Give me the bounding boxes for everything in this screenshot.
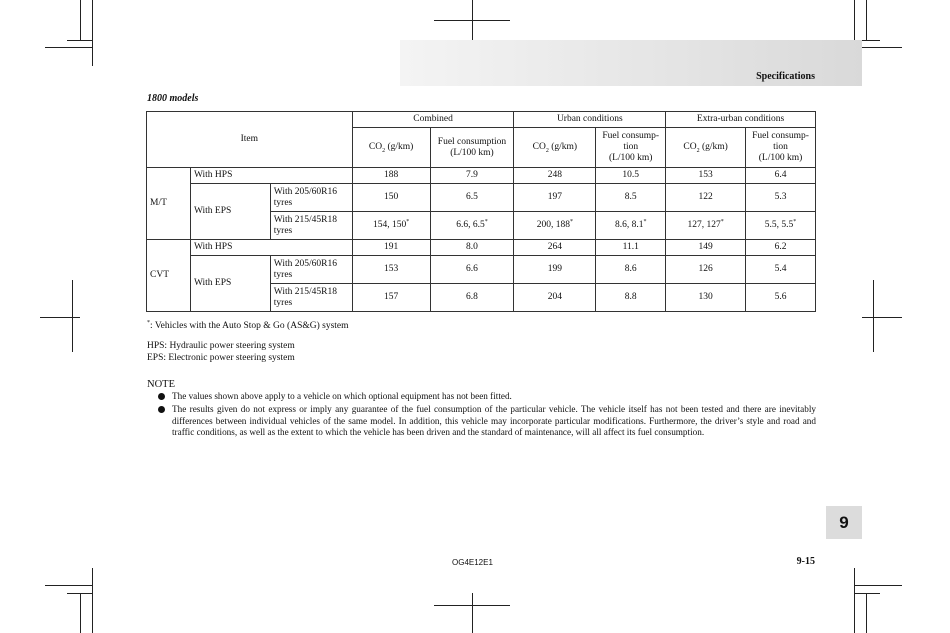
table-cell: 8.0 [430, 240, 514, 256]
table-cell: 127, 127* [666, 212, 746, 240]
group-header-extra-urban: Extra-urban conditions [666, 112, 816, 128]
table-cell: 6.2 [746, 240, 816, 256]
table-row [147, 256, 816, 284]
table-cell: 200, 188* [514, 212, 596, 240]
crop-mark [67, 593, 93, 594]
steering-label: With EPS [190, 256, 270, 312]
table-cell: 126 [666, 256, 746, 284]
table-cell: 10.5 [596, 168, 666, 184]
crop-mark [472, 593, 473, 633]
crop-mark [80, 593, 81, 633]
abbreviation-hps: HPS: Hydraulic power steering system [147, 341, 295, 351]
table-cell: 150 [352, 184, 430, 212]
crop-mark [67, 40, 93, 41]
note-title: NOTE [147, 379, 175, 390]
table-cell: 157 [352, 284, 430, 312]
crop-mark [854, 585, 902, 586]
fuel-header: Fuel consump- tion (L/100 km) [746, 128, 816, 168]
table-cell: 8.6 [596, 256, 666, 284]
table-cell: 197 [514, 184, 596, 212]
table-cell: 153 [666, 168, 746, 184]
table-cell: 5.5, 5.5* [746, 212, 816, 240]
crop-mark [80, 0, 81, 40]
fuel-consumption-table [146, 111, 816, 312]
table-cell: 5.6 [746, 284, 816, 312]
page-number: 9-15 [796, 556, 815, 567]
crop-mark [472, 0, 473, 40]
crop-mark [873, 280, 874, 352]
fuel-header: Fuel consumption (L/100 km) [430, 128, 514, 168]
abbreviation-eps: EPS: Electronic power steering system [147, 352, 295, 363]
footnote: *: Vehicles with the Auto Stop & Go (AS&G) system [147, 319, 349, 331]
tyre-label: With 215/45R18 tyres [270, 284, 352, 312]
section-title: Specifications [756, 71, 815, 82]
crop-mark [45, 47, 93, 48]
group-header-urban: Urban conditions [514, 112, 666, 128]
fuel-header: Fuel consump- tion (L/100 km) [596, 128, 666, 168]
co2-header: $CO_2$ (g/km) [666, 128, 746, 168]
steering-label: With EPS [190, 184, 270, 240]
note-item: The results given do not express or imply any guarantee of the fuel consumption of the particular vehicle. The vehicle itself has not been tested and there are inevitably differences between individual vehicles of the same model. In addition, this vehicle may incorporate particular modifications. Furthermore, the driver’s style and road and traffic conditions, as well as the extent to which the vehicle has been driven and the standard of maintenance, will all affect its fuel consumption. [158, 404, 816, 438]
table-cell: 8.8 [596, 284, 666, 312]
table-cell: 191 [352, 240, 430, 256]
table-cell: 5.4 [746, 256, 816, 284]
tyre-label: With 215/45R18 tyres [270, 212, 352, 240]
crop-mark [92, 0, 93, 66]
co2-header: $CO_2$ (g/km) [352, 128, 430, 168]
models-title: 1800 models [147, 93, 199, 104]
transmission-label: CVT [147, 240, 191, 312]
table-cell: 6.6, 6.5* [430, 212, 514, 240]
table-cell: 264 [514, 240, 596, 256]
table-cell: 130 [666, 284, 746, 312]
item-header: Item [147, 112, 353, 168]
crop-mark [854, 593, 880, 594]
tyre-label: With 205/60R16 tyres [270, 256, 352, 284]
table-cell: 149 [666, 240, 746, 256]
table-cell: 8.5 [596, 184, 666, 212]
table-cell: 248 [514, 168, 596, 184]
table-row [147, 168, 816, 184]
crop-mark [866, 593, 867, 633]
note-item: The values shown above apply to a vehicle on which optional equipment has not been fitted. [158, 391, 816, 402]
transmission-label: M/T [147, 168, 191, 240]
table-cell: 122 [666, 184, 746, 212]
table-cell: 5.3 [746, 184, 816, 212]
table-row [147, 184, 816, 212]
table-cell: 11.1 [596, 240, 666, 256]
bullet-icon [158, 406, 165, 413]
note-list [158, 391, 816, 440]
steering-label: With HPS [190, 168, 352, 184]
crop-mark [854, 568, 855, 633]
table-cell: 8.6, 8.1* [596, 212, 666, 240]
co2-header: $CO_2$ (g/km) [514, 128, 596, 168]
crop-mark [45, 585, 93, 586]
crop-mark [72, 280, 73, 352]
table-cell: 6.4 [746, 168, 816, 184]
table-cell: 199 [514, 256, 596, 284]
table-cell: 6.5 [430, 184, 514, 212]
table-row [147, 240, 816, 256]
tyre-label: With 205/60R16 tyres [270, 184, 352, 212]
crop-mark [40, 317, 80, 318]
table-cell: 6.6 [430, 256, 514, 284]
crop-mark [92, 568, 93, 633]
steering-label: With HPS [190, 240, 352, 256]
chapter-tab: 9 [826, 506, 862, 539]
crop-mark [866, 0, 867, 40]
abbreviations [147, 341, 295, 364]
table-cell: 6.8 [430, 284, 514, 312]
crop-mark [862, 317, 902, 318]
table-cell: 154, 150* [352, 212, 430, 240]
table-cell: 204 [514, 284, 596, 312]
bullet-icon [158, 393, 165, 400]
document-code: OG4E12E1 [452, 558, 493, 567]
table-cell: 7.9 [430, 168, 514, 184]
table-cell: 153 [352, 256, 430, 284]
table-cell: 188 [352, 168, 430, 184]
group-header-combined: Combined [352, 112, 514, 128]
